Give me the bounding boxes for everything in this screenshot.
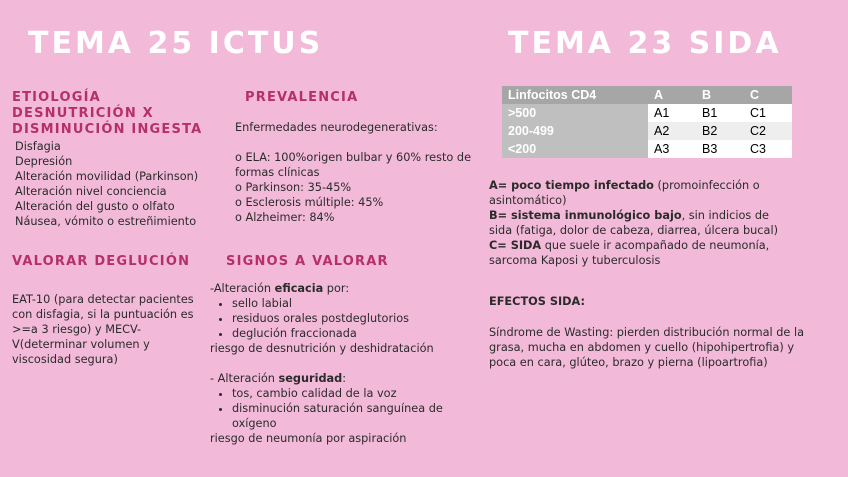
definition-b-rest: , sin indicios de sida (fatiga, dolor de cabeza, diarrea, úlcera bucal) — [489, 209, 778, 237]
definition-a — [489, 178, 789, 208]
etiologia-item: Disfagia — [15, 140, 61, 153]
efectos-text: Síndrome de Wasting: pierden distribución normal de la grasa, mucha en abdomen y cuello (hipohipertrofia) y poca en cara, glúteo, brazo y pierna (lipoartrofia) — [489, 326, 805, 369]
table-cell: C1 — [744, 104, 792, 122]
table-cell: >500 — [502, 104, 648, 122]
table-header-cell: C — [744, 86, 792, 104]
etiologia-heading — [12, 90, 232, 138]
deglucion-text: EAT-10 (para detectar pacientes con disfagia, si la puntuación es >=a 3 riesgo) y MECV-V(determinar volumen y viscosidad segura) — [12, 293, 194, 366]
table-cell: B1 — [696, 104, 744, 122]
prevalencia-item: o ELA: 100%origen bulbar y 60% resto de formas clínicas — [235, 151, 472, 179]
prevalencia-list — [235, 150, 485, 225]
eficacia-bold: eficacia — [274, 282, 324, 295]
seguridad-bold: seguridad — [278, 372, 343, 385]
definition-b-bold: B= sistema inmunológico bajo — [489, 209, 682, 222]
prevalencia-item: o Parkinson: 35-45% — [235, 181, 352, 194]
eficacia-item: • sello labial — [232, 296, 460, 311]
table-cell: A3 — [648, 140, 696, 158]
table-cell: <200 — [502, 140, 648, 158]
table-header-cell: Linfocitos CD4 — [502, 86, 648, 104]
eficacia-prefix: -Alteración — [210, 282, 275, 295]
eficacia-suffix: por: — [323, 282, 350, 295]
table-header-cell: A — [648, 86, 696, 104]
definition-a-bold: A= poco tiempo infectado — [489, 179, 654, 192]
etiologia-section — [12, 90, 232, 229]
seguridad-risk: riesgo de neumonía por aspiración — [210, 432, 407, 445]
table-cell: 200-499 — [502, 122, 648, 140]
prevalencia-item: o Alzheimer: 84% — [235, 211, 335, 224]
efectos-heading: EFECTOS SIDA: — [489, 295, 586, 308]
cd4-table — [502, 86, 792, 158]
signos-heading: SIGNOS A VALORAR — [226, 254, 389, 269]
definition-c — [489, 238, 789, 268]
definition-c-bold: C= SIDA — [489, 239, 542, 252]
eficacia-item: • deglución fraccionada — [232, 326, 460, 341]
eficacia-item: • residuos orales postdeglutorios — [232, 311, 460, 326]
table-cell: B3 — [696, 140, 744, 158]
definition-b — [489, 208, 789, 238]
table-row — [502, 122, 792, 140]
prevalencia-item: o Esclerosis múltiple: 45% — [235, 196, 384, 209]
table-header-cell: B — [696, 86, 744, 104]
cd4-table-wrap — [502, 86, 792, 158]
prevalencia-intro: Enfermedades neurodegenerativas: — [235, 121, 438, 134]
etiologia-item: Alteración del gusto o olfato — [15, 200, 175, 213]
seguridad-item: • disminución saturación sanguínea de oxígeno — [232, 401, 464, 431]
etiologia-item: Náusea, vómito o estreñimiento — [15, 215, 197, 228]
eficacia-risk: riesgo de desnutrición y deshidratación — [210, 342, 434, 355]
title-sida: TEMA 23 SIDA — [508, 26, 782, 61]
table-cell: A1 — [648, 104, 696, 122]
seguridad-prefix: - Alteración — [210, 372, 279, 385]
etiologia-item: Depresión — [15, 155, 73, 168]
sida-definitions — [489, 178, 789, 268]
seguridad-item: • tos, cambio calidad de la voz — [232, 386, 464, 401]
table-cell: C3 — [744, 140, 792, 158]
definition-c-rest: que suele ir acompañado de neumonía, sarcoma Kaposi y tuberculosis — [489, 239, 770, 267]
signos-section — [210, 281, 460, 446]
deglucion-heading: VALORAR DEGLUCIÓN — [12, 254, 191, 269]
table-cell: B2 — [696, 122, 744, 140]
etiologia-heading-line: ETIOLOGÍA — [12, 90, 101, 105]
eficacia-line — [210, 281, 460, 296]
table-row — [502, 104, 792, 122]
etiologia-heading-line: DISMINUCIÓN INGESTA — [12, 122, 203, 137]
etiologia-item: Alteración nivel conciencia — [15, 185, 167, 198]
prevalencia-heading: PREVALENCIA — [245, 90, 359, 105]
table-cell: C2 — [744, 122, 792, 140]
table-cell: A2 — [648, 122, 696, 140]
title-ictus: TEMA 25 ICTUS — [28, 26, 324, 61]
table-header-row — [502, 86, 792, 104]
etiologia-heading-line: DESNUTRICIÓN X — [12, 106, 154, 121]
etiologia-list — [12, 139, 232, 229]
definition-a-rest: (promoinfección o asintomático) — [489, 179, 760, 207]
seguridad-suffix: : — [342, 372, 347, 385]
etiologia-item: Alteración movilidad (Parkinson) — [15, 170, 199, 183]
table-row — [502, 140, 792, 158]
seguridad-line — [210, 371, 460, 386]
